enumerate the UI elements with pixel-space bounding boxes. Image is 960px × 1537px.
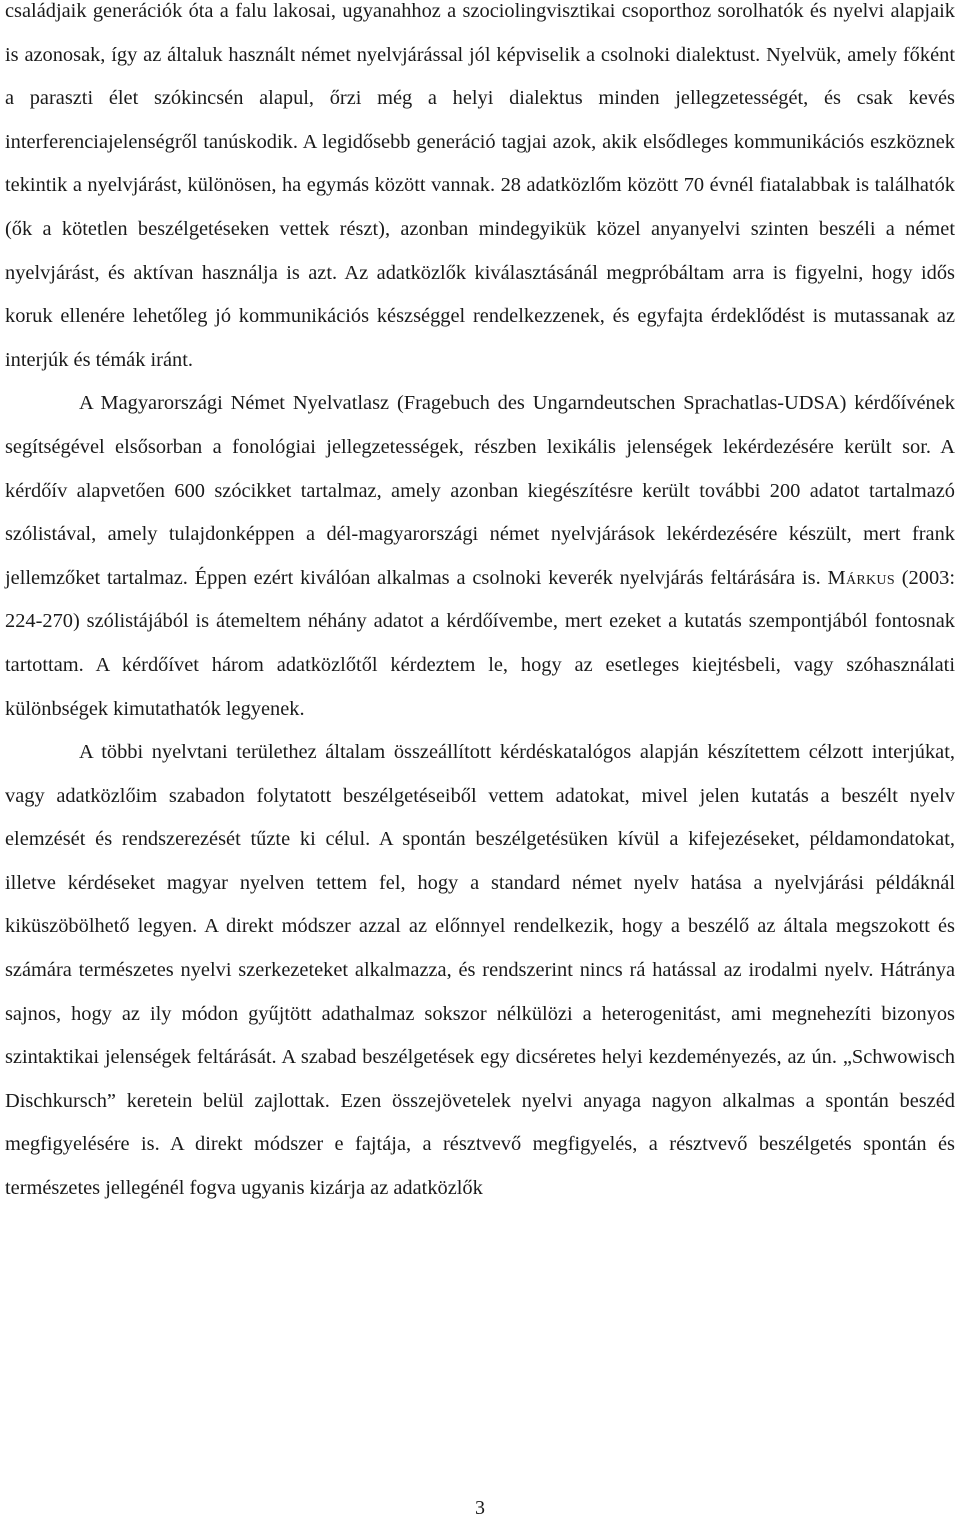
body-paragraph-3: A többi nyelvtani területhez általam összeállított kérdéskatalógos alapján készítettem célzott interjúkat, vagy adatközlőim szabadon folytatott beszélgetéseiből vettem adatokat, mivel jelen kutatás a beszélt nyelv elemzését és rendszerezését tűzte ki célul. A spontán beszélgetésüken kívül a kifejezéseket, példamondatokat, illetve kérdéseket magyar nyelven tettem fel, hogy a standard német nyelv hatása a nyelvjárási példáknál kiküszöbölhető legyen. A direkt módszer azzal az előnnyel rendelkezik, hogy a beszélő az általa megszokott és számára természetes nyelvi szerkezeteket alkalmazza, és rendszerint nincs rá hatással az irodalmi nyelv. Hátránya sajnos, hogy az ily módon gyűjtött adathalmaz sokszor nélkülözi a heterogenitást, ami megnehezíti bizonyos szintaktikai jelenségek feltárását. A szabad beszélgetések egy dicséretes helyi kezdeményezés, az ún. „Schwowisch Dischkursch” keretein belül zajlottak. Ezen összejövetelek nyelvi anyaga nagyon alkalmas a spontán beszéd megfigyelésére is. A direkt módszer e fajtája, a résztvevő megfigyelés, a résztvevő beszélgetés spontán és természetes jellegénél fogva ugyanis kizárja az adatközlők [5, 741, 955, 1200]
page-number: 3 [475, 1497, 485, 1519]
body-paragraph-2 [5, 382, 955, 731]
author-name: Márkus [827, 566, 895, 589]
body-paragraph-1: családjaik generációk óta a falu lakosai, ugyanahhoz a szociolingvisztikai csoporthoz sorolhatók és nyelvi alapjaik is azonosak, így az általuk használt német nyelvjárással jól képviselik a csolnoki dialektust. Nyelvük, amely főként a paraszti élet szókincsén alapul, őrzi még a helyi dialektus minden jellegzetességét, és csak kevés interferenciajelenségről tanúskodik. A legidősebb generáció tagjai azok, akik elsődleges kommunikációs eszköznek tekintik a nyelvjárást, különösen, ha egymás között vannak. 28 adatközlőm között 70 évnél fiatalabbak is találhatók (ők a kötetlen beszélgetéseken vettek részt), azonban mindegyikük közel anyanyelvi szinten beszéli a német nyelvjárást, és aktívan használja is azt. Az adatközlők kiválasztásánál megpróbáltam arra is figyelni, hogy idős koruk ellenére lehetőleg jó kommunikációs készséggel rendelkezzenek, és egyfajta érdeklődést is mutassanak az interjúk és témák iránt. [5, 0, 955, 371]
paragraph-2-text-start: A Magyarországi Német Nyelvatlasz (Fragebuch des Ungarndeutschen Sprachatlas-UDSA) kérdőívének segítségével elsősorban a fonológiai jellegzetességek, részben lexikális jelenségek lekérdezésére került sor. A kérdőív alapvetően 600 szócikket tartalmaz, amely azonban kiegészítésre került további 200 adatot tartalmazó szólistával, amely tulajdonképpen a dél-magyarországi német nyelvjárások lekérdezésére készült, mert frank jellemzőket tartalmaz. Éppen ezért kiválóan alkalmas a csolnoki keverék nyelvjárás feltárására is. [5, 392, 955, 589]
paragraph-2-text-end: (2003: 224-270) szólistájából is átemeltem néhány adatot a kérdőívembe, mert ezeket a kutatás szempontjából fontosnak tartottam. A kérdőívet három adatközlőtől kérdeztem le, hogy az esetleges kiejtésbeli, vagy szóhasználati különbségek kimutathatók legyenek. [5, 566, 955, 720]
